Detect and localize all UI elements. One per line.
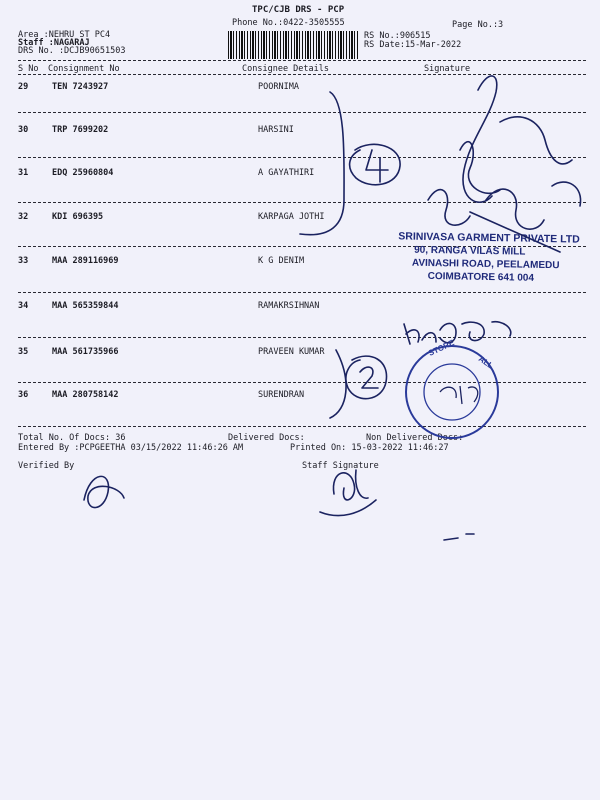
- row-consignment: MAA 565359844: [52, 301, 119, 311]
- row-sno: 35: [18, 347, 29, 357]
- row-sno: 31: [18, 168, 29, 178]
- row-sno: 36: [18, 390, 29, 400]
- row-sno: 29: [18, 82, 29, 92]
- row-consignment: TEN 7243927: [52, 82, 109, 92]
- row-consignee: A GAYATHIRI: [258, 168, 315, 178]
- phone-number: Phone No.:0422-3505555: [232, 18, 345, 28]
- row-sno: 33: [18, 256, 29, 266]
- stamp-line: COIMBATORE 641 004: [427, 270, 535, 284]
- row-consignee: KARPAGA JOTHI: [258, 212, 325, 222]
- pen-bracket: [300, 92, 344, 235]
- page-number: Page No.:3: [452, 20, 504, 30]
- non-delivered-docs: Non Delivered Docs:: [366, 433, 464, 443]
- row-consignee: HARSINI: [258, 125, 294, 135]
- row-consignment: EDQ 25960804: [52, 168, 114, 178]
- staff-signature: [333, 470, 368, 500]
- rk-signature: [404, 324, 436, 344]
- row-sno: 34: [18, 301, 29, 311]
- stamp-line: SRINIVASA GARMENT PRIVATE LTD: [398, 230, 580, 246]
- row-consignment: TRP 7699202: [52, 125, 109, 135]
- column-header-consignment: Consignment No: [48, 64, 120, 74]
- row-consignment: MAA 280758142: [52, 390, 119, 400]
- row-consignee: PRAVEEN KUMAR: [258, 347, 325, 357]
- staff-label: Staff :NAGARAJ: [18, 38, 90, 48]
- recipient-signature: [463, 76, 497, 202]
- column-header-signature: Signature: [424, 64, 471, 74]
- row-consignment: MAA 289116969: [52, 256, 119, 266]
- row-consignment: MAA 561735966: [52, 347, 119, 357]
- svg-text:STORE: STORE: [427, 338, 456, 358]
- rs-date: RS Date:15-Mar-2022: [364, 40, 462, 50]
- rs-number: RS No.:906515: [364, 31, 431, 41]
- row-sno: 32: [18, 212, 29, 222]
- row-consignee: K G DENIM: [258, 256, 305, 266]
- circled-number: [350, 144, 400, 184]
- column-header-consignee: Consignee Details: [242, 64, 329, 74]
- delivered-docs: Delivered Docs:: [228, 433, 305, 443]
- area-label: Area :NEHRU ST PC4: [18, 30, 111, 40]
- drs-number: DRS No. :DCJB90651503: [18, 46, 126, 56]
- row-consignee: SURENDRAN: [258, 390, 305, 400]
- column-header-sno: S No: [18, 64, 39, 74]
- verified-by: Verified By: [18, 461, 75, 471]
- row-sno: 30: [18, 125, 29, 135]
- row-consignment: KDI 696395: [52, 212, 104, 222]
- stamp-line: AVINASHI ROAD, PEELAMEDU: [411, 257, 560, 272]
- printed-on: Printed On: 15-03-2022 11:46:27: [290, 443, 449, 453]
- row-consignee: POORNIMA: [258, 82, 299, 92]
- document-title: TPC/CJB DRS - PCP: [252, 5, 345, 15]
- staff-signature-label: Staff Signature: [302, 461, 379, 471]
- row-consignee: RAMAKRSIHNAN: [258, 301, 320, 311]
- entered-by: Entered By :PCPGEETHA 03/15/2022 11:46:26 AM: [18, 443, 244, 453]
- circled-number: [346, 356, 387, 399]
- verified-signature: [84, 476, 124, 507]
- svg-text:ALL: ALL: [476, 354, 495, 371]
- stamp-line: 90, RANGA VILAS MILL: [414, 244, 526, 258]
- total-docs: Total No. Of Docs: 36: [18, 433, 126, 443]
